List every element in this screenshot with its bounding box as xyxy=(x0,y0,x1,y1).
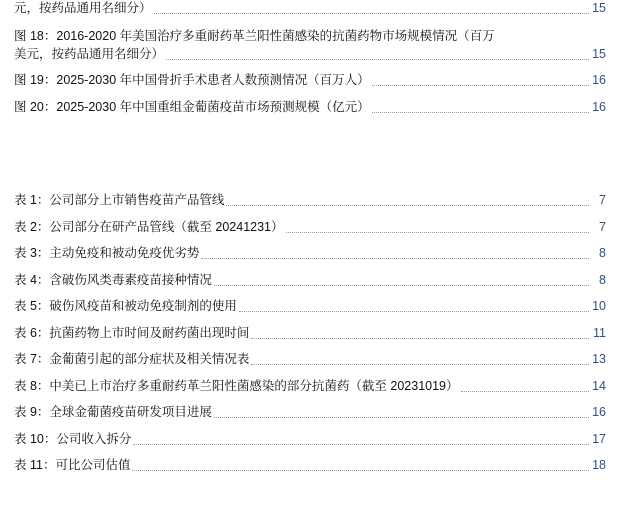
tables-toc-list xyxy=(14,192,606,484)
toc-entry-label: 表 1：公司部分上市销售疫苗产品管线 xyxy=(14,193,225,207)
toc-entry-table-6[interactable] xyxy=(14,325,606,342)
toc-entry-table-3[interactable] xyxy=(14,245,606,262)
toc-entry-label: 表 5：破伤风疫苗和被动免疫制剂的使用 xyxy=(14,299,237,313)
toc-entry-label: 图 20：2025-2030 年中国重组金葡菌疫苗市场预测规模（亿元） xyxy=(14,99,370,114)
figures-toc-list xyxy=(14,0,606,125)
toc-entry-label: 表 11：可比公司估值 xyxy=(14,458,131,472)
toc-entry-figure-18[interactable] xyxy=(14,27,606,63)
toc-entry-table-9[interactable] xyxy=(14,404,606,421)
leader-dots xyxy=(214,416,589,418)
toc-entry-figure-19[interactable] xyxy=(14,72,606,89)
toc-page-number: 14 xyxy=(592,378,606,393)
leader-dots xyxy=(214,284,589,286)
toc-page-number: 15 xyxy=(592,46,606,61)
toc-page-number: 8 xyxy=(599,272,606,287)
leader-dots xyxy=(133,443,589,445)
toc-page-number: 15 xyxy=(592,1,606,15)
leader-dots xyxy=(286,231,589,233)
toc-entry-table-7[interactable] xyxy=(14,351,606,368)
toc-entry-label: 图 19：2025-2030 年中国骨折手术患者人数预测情况（百万人） xyxy=(14,73,370,87)
toc-page-number: 16 xyxy=(592,99,606,114)
leader-dots xyxy=(166,58,589,60)
toc-entry-table-1[interactable] xyxy=(14,192,606,209)
toc-entry-table-5[interactable] xyxy=(14,298,606,315)
toc-page-number: 16 xyxy=(592,73,606,87)
leader-dots xyxy=(251,363,589,365)
toc-entry-table-11[interactable] xyxy=(14,457,606,474)
toc-entry-carryover[interactable] xyxy=(14,0,606,17)
toc-entry-label: 元，按药品通用名细分） xyxy=(14,1,152,15)
leader-dots xyxy=(251,337,589,339)
toc-page-number: 17 xyxy=(592,431,606,446)
toc-entry-label: 表 2：公司部分在研产品管线（截至 20241231） xyxy=(14,219,284,234)
toc-entry-label: 表 10：公司收入拆分 xyxy=(14,431,132,446)
toc-page-number: 7 xyxy=(599,219,606,234)
toc-entry-label-continued: 美元，按药品通用名细分） xyxy=(14,46,165,61)
toc-page-number: 10 xyxy=(592,299,606,313)
leader-dots xyxy=(372,84,589,86)
toc-entry-label: 表 3：主动免疫和被动免疫优劣势 xyxy=(14,246,200,260)
toc-entry-label: 表 6：抗菌药物上市时间及耐药菌出现时间 xyxy=(14,325,250,340)
toc-entry-table-8[interactable] xyxy=(14,378,606,395)
toc-page-number: 7 xyxy=(599,193,606,207)
toc-page-number: 11 xyxy=(593,325,606,340)
toc-page-number: 8 xyxy=(599,246,606,260)
toc-entry-table-4[interactable] xyxy=(14,272,606,289)
toc-entry-figure-20[interactable] xyxy=(14,99,606,116)
toc-page-number: 18 xyxy=(592,458,606,472)
leader-dots xyxy=(154,12,590,14)
toc-entry-table-2[interactable] xyxy=(14,219,606,236)
leader-dots xyxy=(201,257,589,259)
leader-dots xyxy=(461,390,589,392)
toc-entry-table-10[interactable] xyxy=(14,431,606,448)
toc-page-number: 16 xyxy=(592,405,606,419)
toc-entry-label: 表 4：含破伤风类毒素疫苗接种情况 xyxy=(14,272,212,287)
leader-dots xyxy=(239,310,589,312)
leader-dots xyxy=(372,111,589,113)
toc-entry-label: 图 18：2016-2020 年美国治疗多重耐药革兰阳性菌感染的抗菌药物市场规模情况（百万 xyxy=(14,28,495,43)
leader-dots xyxy=(226,204,589,206)
toc-entry-label: 表 9：全球金葡菌疫苗研发项目进展 xyxy=(14,405,212,419)
toc-page-number: 13 xyxy=(592,352,606,366)
toc-entry-label: 表 7：金葡菌引起的部分症状及相关情况表 xyxy=(14,352,250,366)
leader-dots xyxy=(132,469,589,471)
toc-entry-label: 表 8：中美已上市治疗多重耐药革兰阳性菌感染的部分抗菌药（截至 20231019） xyxy=(14,378,459,393)
